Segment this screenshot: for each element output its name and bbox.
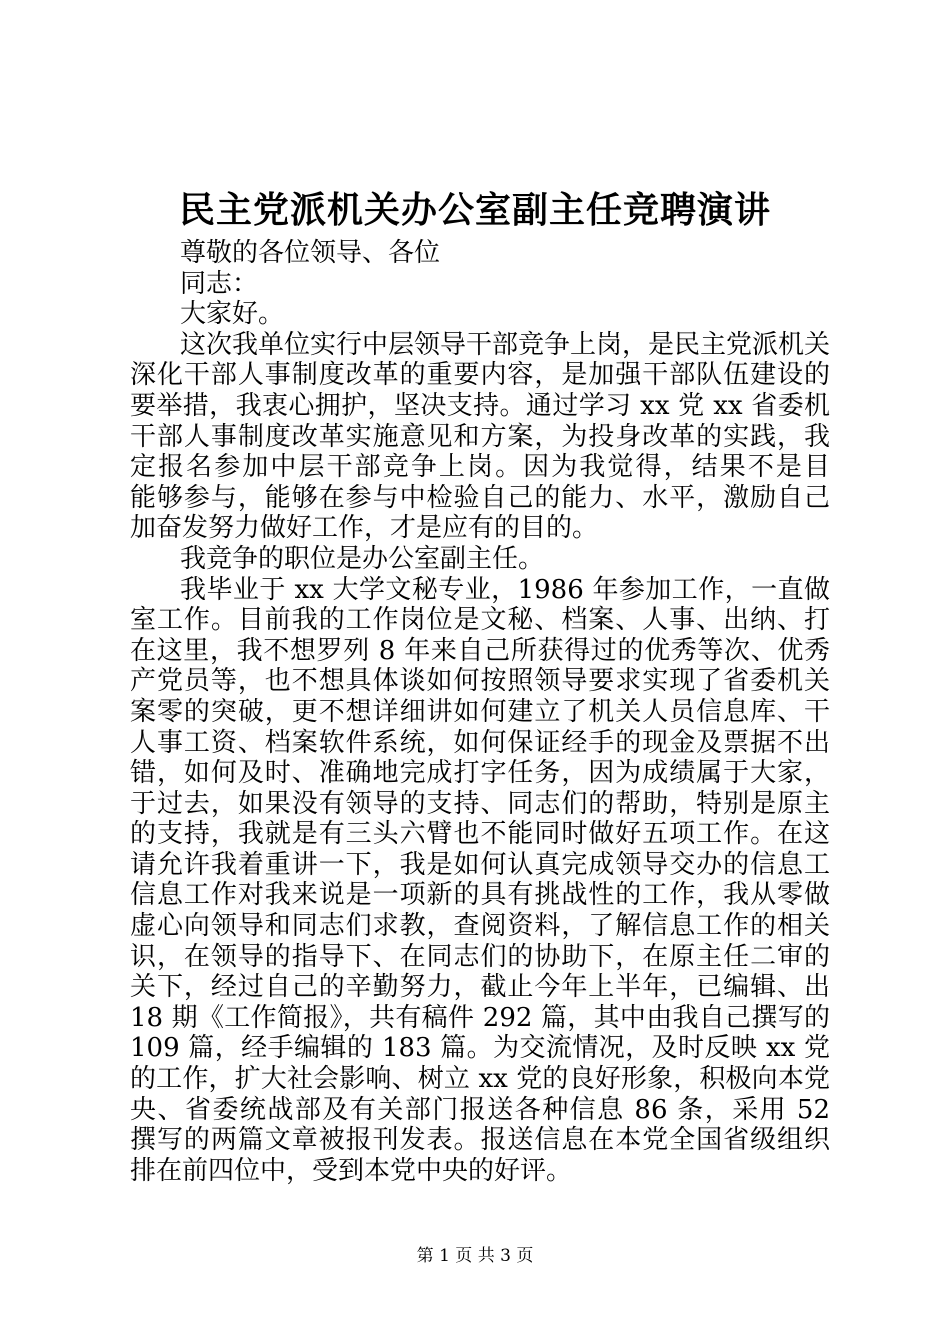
body-line: 的支持，我就是有三头六臂也不能同时做好五项工作。在这: [130, 819, 830, 850]
body-line: 在这里，我不想罗列 8 年来自己所获得过的优秀等次、优秀: [130, 635, 830, 666]
body-line: 我竞争的职位是办公室副主任。: [180, 543, 545, 574]
body-line: 加奋发努力做好工作，才是应有的目的。: [130, 513, 599, 544]
body-line: 案零的突破，更不想详细讲如何建立了机关人员信息库、干: [130, 696, 830, 727]
body-line: 排在前四位中，受到本党中央的好评。: [130, 1155, 573, 1186]
body-line: 错，如何及时、准确地完成打字任务，因为成绩属于大家，: [130, 758, 830, 789]
body-line: 识，在领导的指导下、在同志们的协助下，在原主任二审的: [130, 941, 830, 972]
body-line: 虚心向领导和同志们求教，查阅资料，了解信息工作的相关: [130, 911, 830, 942]
body-line: 信息工作对我来说是一项新的具有挑战性的工作，我从零做: [130, 880, 830, 911]
document-body: [130, 238, 830, 1186]
body-line: 这次我单位实行中层领导干部竞争上岗，是民主党派机关: [180, 329, 830, 360]
body-line: 能够参与，能够在参与中检验自己的能力、水平，激励自己: [130, 482, 830, 513]
body-line: 请允许我着重讲一下，我是如何认真完成领导交办的信息工: [130, 849, 830, 880]
body-line: 的工作，扩大社会影响、树立 xx 党的良好形象，积极向本党: [130, 1064, 830, 1095]
body-line: 109 篇，经手编辑的 183 篇。为交流情况，及时反映 xx 党: [130, 1033, 830, 1064]
page-footer: 第 1 页 共 3 页: [416, 1246, 534, 1266]
body-line: 撰写的两篇文章被报刊发表。报送信息在本党全国省级组织: [130, 1125, 830, 1156]
body-line: 央、省委统战部及有关部门报送各种信息 86 条，采用 52: [130, 1094, 830, 1125]
body-line: 产党员等，也不想具体谈如何按照领导要求实现了省委机关: [130, 666, 830, 697]
body-line: 尊敬的各位领导、各位: [180, 238, 441, 268]
body-line: 深化干部人事制度改革的重要内容，是加强干部队伍建设的: [130, 360, 830, 391]
body-line: 室工作。目前我的工作岗位是文秘、档案、人事、出纳、打: [130, 605, 830, 636]
body-line: 我毕业于 xx 大学文秘专业，1986 年参加工作，一直做: [180, 574, 830, 605]
body-line: 关下，经过自己的辛勤努力，截止今年上半年，已编辑、出: [130, 972, 830, 1003]
body-line: 于过去，如果没有领导的支持、同志们的帮助，特别是原主: [130, 788, 830, 819]
body-line: 同志：: [180, 268, 259, 299]
body-line: 大家好。: [180, 299, 285, 330]
body-line: 人事工资、档案软件系统，如何保证经手的现金及票据不出: [130, 727, 830, 758]
body-line: 干部人事制度改革实施意见和方案，为投身改革的实践，我: [130, 421, 830, 452]
document-title: 民主党派机关办公室副主任竞聘演讲: [178, 189, 771, 231]
body-line: 要举措，我衷心拥护，坚决支持。通过学习 xx 党 xx 省委机: [130, 390, 830, 421]
body-line: 18 期《工作简报》，共有稿件 292 篇，其中由我自己撰写的: [130, 1002, 830, 1033]
body-line: 定报名参加中层干部竞争上岗。因为我觉得，结果不是目: [130, 452, 830, 483]
